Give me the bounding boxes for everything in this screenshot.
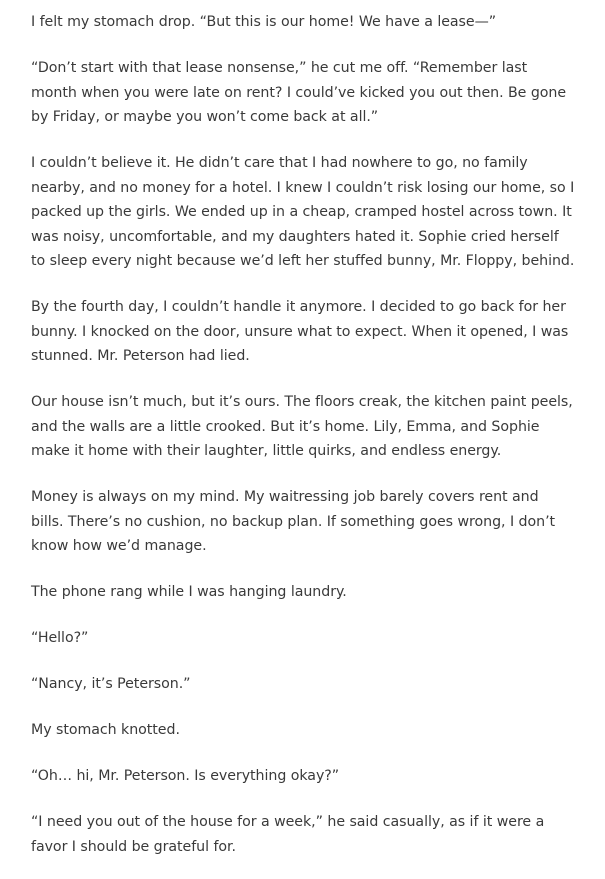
paragraph: “Hello?” <box>31 630 89 646</box>
paragraph: “Oh… hi, Mr. Peterson. Is everything okay?” <box>31 768 340 784</box>
paragraph: My stomach knotted. <box>31 722 180 738</box>
paragraph: “Don’t start with that lease nonsense,” he cut me off. “Remember last month when you were late on rent? I could’ve kicked you out then. Be gone by Friday, or maybe you won’t come back at all.” <box>31 60 567 125</box>
paragraph: By the fourth day, I couldn’t handle it anymore. I decided to go back for her bunny. I knocked on the door, unsure what to expect. When it opened, I was stunned. Mr. Peterson had lied. <box>31 299 569 364</box>
paragraph: I couldn’t believe it. He didn’t care that I had nowhere to go, no family nearby, and no money for a hotel. I knew I couldn’t risk losing our home, so I packed up the girls. We ended up in a cheap, cramped hostel across town. It was noisy, uncomfortable, and my daughters hated it. Sophie cried herself to sleep every night because we’d left her stuffed bunny, Mr. Floppy, behind. <box>31 155 575 269</box>
paragraph: “I need you out of the house for a week,” he said casually, as if it were a favor I should be grateful for. <box>31 814 545 855</box>
paragraph: The phone rang while I was hanging laundry. <box>31 584 347 600</box>
paragraph: Our house isn’t much, but it’s ours. The floors creak, the kitchen paint peels, and the walls are a little crooked. But it’s home. Lily, Emma, and Sophie make it home with their laughter, little quirks, and endless energy. <box>31 394 573 459</box>
paragraph: I felt my stomach drop. “But this is our home! We have a lease—” <box>31 14 497 30</box>
paragraph: Money is always on my mind. My waitressing job barely covers rent and bills. There’s no cushion, no backup plan. If something goes wrong, I don’t know how we’d manage. <box>31 489 556 554</box>
paragraph: “Nancy, it’s Peterson.” <box>31 676 191 692</box>
